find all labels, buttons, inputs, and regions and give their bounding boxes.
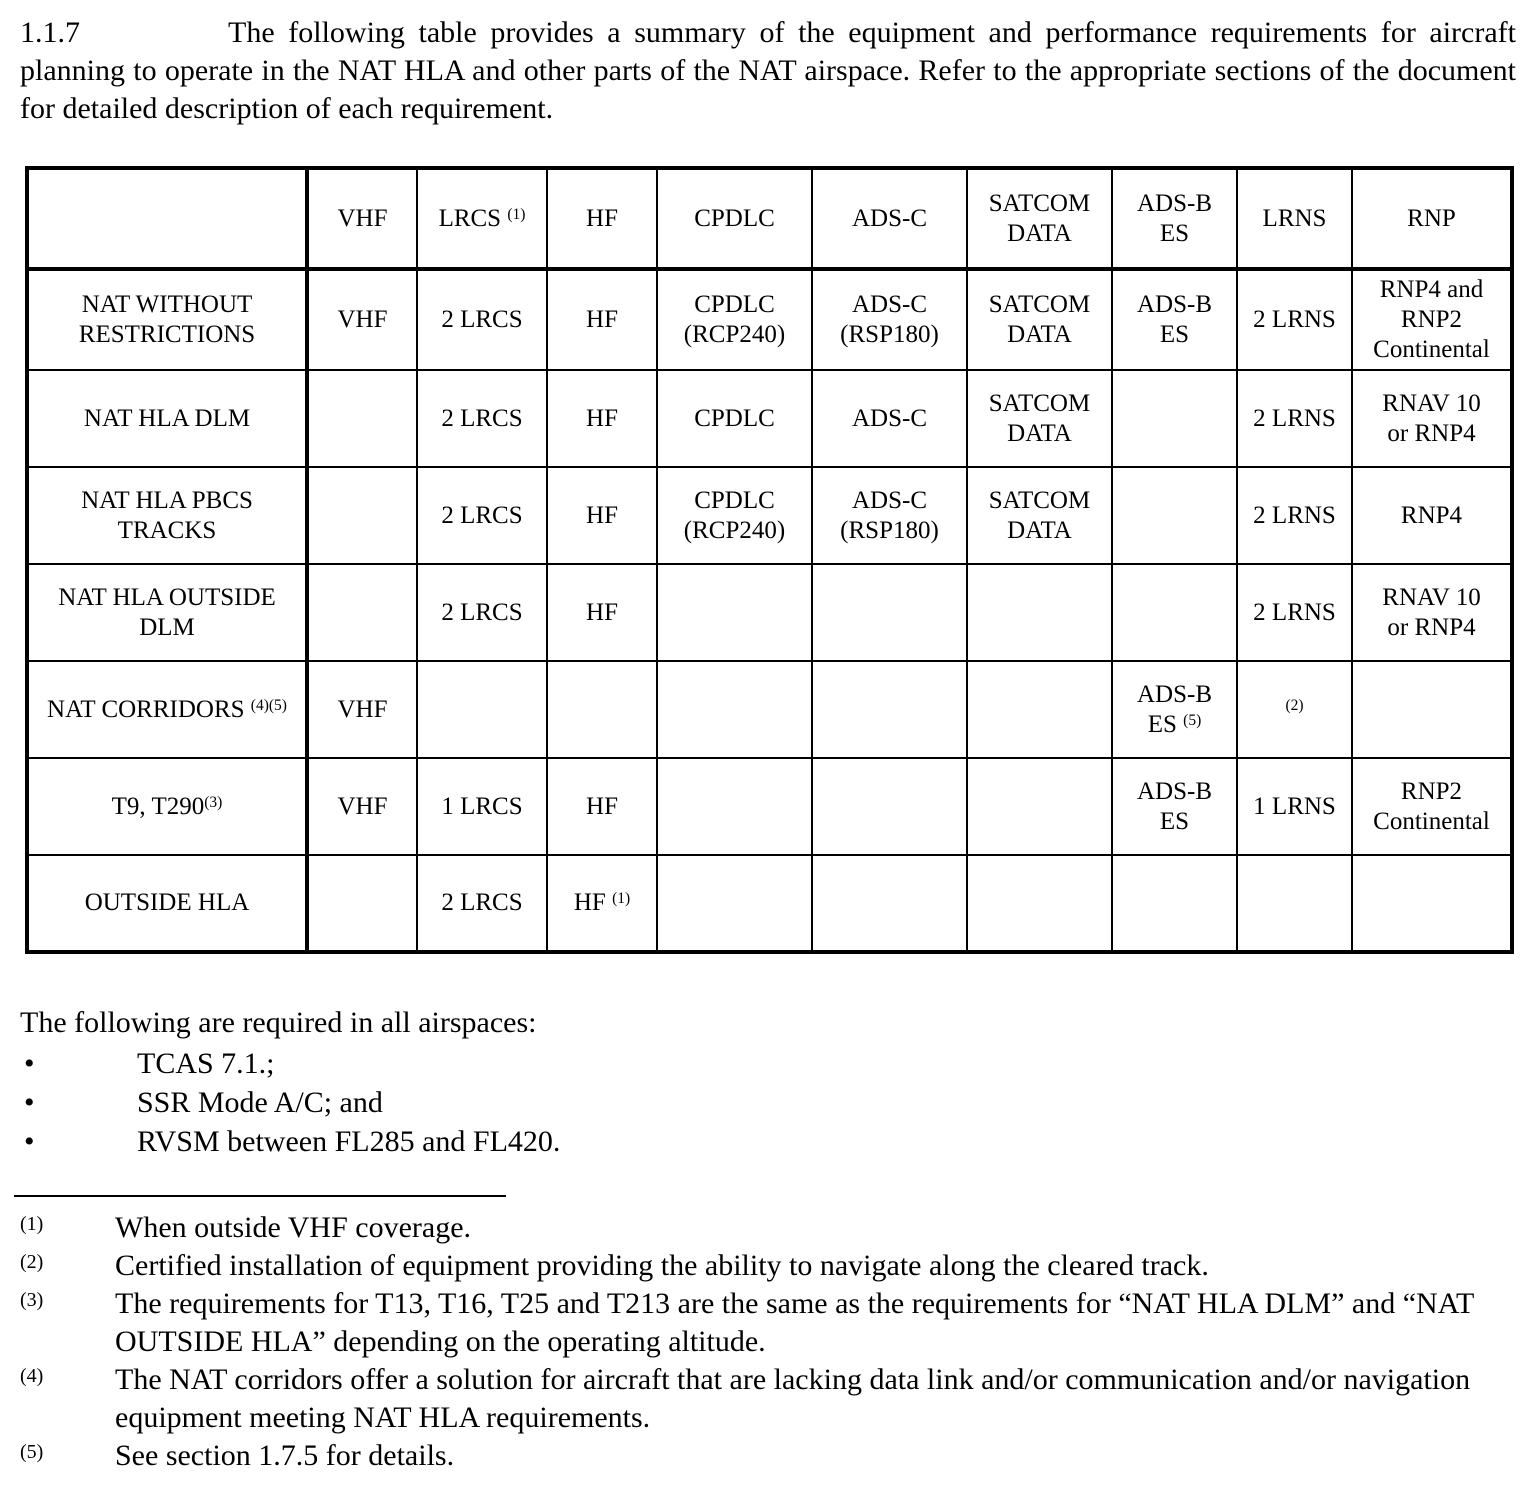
table-header-cell: HF [547, 168, 657, 269]
required-title: The following are required in all airspaces: [20, 1006, 537, 1039]
bullet-list [20, 1044, 1516, 1161]
table-cell [967, 855, 1112, 952]
footnote-text: The NAT corridors offer a solution for aircraft that are lacking data link and/or communication and/or navigation equipment meeting NAT HLA requirements. [115, 1363, 1471, 1434]
list-item [20, 1122, 1516, 1161]
table-cell: (2) [1237, 661, 1352, 758]
table-cell: 2 LRCS [417, 467, 547, 564]
table-cell: 2 LRNS [1237, 467, 1352, 564]
table-cell: CPDLC [657, 370, 812, 467]
table-cell: CPDLC (RCP240) [657, 467, 812, 564]
table-cell [657, 564, 812, 661]
list-item [20, 1044, 1516, 1083]
footnote-text: The requirements for T13, T16, T25 and T213 are the same as the requirements for “NAT HLA DLM” and “NAT OUTSIDE HLA” depending on the operating altitude. [115, 1287, 1474, 1358]
footnote [20, 1247, 1516, 1285]
list-item-text: SSR Mode A/C; and [137, 1086, 383, 1119]
table-row [27, 269, 1512, 370]
footnote-text: When outside VHF coverage. [115, 1211, 472, 1244]
table-header-cell: SATCOM DATA [967, 168, 1112, 269]
table-header-cell: ADS-C [812, 168, 967, 269]
table-row-label: NAT HLA PBCS TRACKS [27, 467, 307, 564]
table-cell: HF [547, 467, 657, 564]
footnote-marker: (1) [20, 1213, 44, 1235]
table-cell: SATCOM DATA [967, 269, 1112, 370]
intro-paragraph [20, 14, 1516, 128]
table-cell [967, 758, 1112, 855]
table-cell: 2 LRNS [1237, 269, 1352, 370]
table-cell: ADS-C [812, 370, 967, 467]
table-cell: HF $^{(1)}$ [547, 855, 657, 952]
requirements-table [25, 166, 1514, 954]
table-cell: ADS-B ES [1112, 269, 1237, 370]
table-header-cell: ADS-B ES [1112, 168, 1237, 269]
table-cell: VHF [307, 661, 417, 758]
table-header-cell: LRCS $^{(1)}$ [417, 168, 547, 269]
table-row [27, 758, 1512, 855]
table-cell [307, 855, 417, 952]
table-cell [417, 661, 547, 758]
table-row-label: OUTSIDE HLA [27, 855, 307, 952]
table-cell [307, 467, 417, 564]
table-cell [812, 564, 967, 661]
table-cell: HF [547, 269, 657, 370]
footnote-text: See section 1.7.5 for details. [115, 1439, 455, 1472]
table-row [27, 855, 1512, 952]
table-cell: VHF [307, 269, 417, 370]
requirements-table-body [27, 168, 1512, 952]
table-cell: HF [547, 564, 657, 661]
footnote-marker: (5) [20, 1441, 44, 1463]
table-row-label: NAT WITHOUT RESTRICTIONS [27, 269, 307, 370]
footnote-marker: (3) [20, 1289, 44, 1311]
paragraph-number: 1.1.7 [20, 16, 80, 49]
table-cell: 2 LRCS [417, 370, 547, 467]
table-cell: RNP4 [1352, 467, 1512, 564]
bullet-icon: • [24, 1047, 35, 1080]
footnote [20, 1209, 1516, 1247]
table-cell [657, 758, 812, 855]
table-cell: HF [547, 370, 657, 467]
footnote-marker: (2) [20, 1251, 44, 1273]
footnote-text: Certified installation of equipment providing the ability to navigate along the cleared track. [115, 1249, 1209, 1282]
footnotes-section [20, 1209, 1516, 1475]
table-cell: 2 LRCS [417, 855, 547, 952]
footnote-marker: (4) [20, 1365, 44, 1387]
table-cell [547, 661, 657, 758]
table-cell: ADS-B ES [1112, 758, 1237, 855]
footnote-separator [14, 1195, 506, 1197]
table-cell: ADS-B ES $^{(5)}$ [1112, 661, 1237, 758]
table-cell [657, 855, 812, 952]
table-cell [967, 564, 1112, 661]
table-cell [812, 661, 967, 758]
table-row-label: T9, T290$^{(3)}$ [27, 758, 307, 855]
table-header-cell: LRNS [1237, 168, 1352, 269]
table-cell [307, 564, 417, 661]
footnote [20, 1285, 1516, 1361]
table-row [27, 370, 1512, 467]
table-cell: VHF [307, 758, 417, 855]
list-item [20, 1083, 1516, 1122]
table-cell [1112, 370, 1237, 467]
table-cell: 2 LRCS [417, 564, 547, 661]
table-cell: 1 LRCS [417, 758, 547, 855]
table-cell [812, 758, 967, 855]
table-header-row [27, 168, 1512, 269]
table-cell [1112, 855, 1237, 952]
table-cell [307, 370, 417, 467]
table-header-cell: RNP [1352, 168, 1512, 269]
table-cell: 2 LRCS [417, 269, 547, 370]
table-row [27, 661, 1512, 758]
table-cell [812, 855, 967, 952]
table-cell: HF [547, 758, 657, 855]
table-cell [967, 661, 1112, 758]
table-cell: RNAV 10 or RNP4 [1352, 564, 1512, 661]
intro-text: The following table provides a summary of the equipment and performance requirements for aircraft planning to operate in the NAT HLA and other parts of the NAT airspace. Refer to the appropriate sections of the document for detailed description of each requirement. [20, 16, 1516, 125]
table-cell: SATCOM DATA [967, 370, 1112, 467]
table-cell: ADS-C (RSP180) [812, 269, 967, 370]
table-cell: 1 LRNS [1237, 758, 1352, 855]
bullet-icon: • [24, 1125, 35, 1158]
bullet-icon: • [24, 1086, 35, 1119]
table-row-label: NAT HLA OUTSIDE DLM [27, 564, 307, 661]
list-item-text: TCAS 7.1.; [137, 1047, 275, 1080]
table-cell [1237, 855, 1352, 952]
table-header-cell: VHF [307, 168, 417, 269]
table-cell [1112, 467, 1237, 564]
table-header-cell: CPDLC [657, 168, 812, 269]
list-item-text: RVSM between FL285 and FL420. [137, 1125, 561, 1158]
table-cell: 2 LRNS [1237, 370, 1352, 467]
table-row-label: NAT CORRIDORS $^{(4)(5)}$ [27, 661, 307, 758]
table-cell: 2 LRNS [1237, 564, 1352, 661]
table-cell: CPDLC (RCP240) [657, 269, 812, 370]
table-cell [1112, 564, 1237, 661]
table-cell [657, 661, 812, 758]
table-row [27, 467, 1512, 564]
table-cell: ADS-C (RSP180) [812, 467, 967, 564]
table-cell: RNAV 10 or RNP4 [1352, 370, 1512, 467]
table-cell: RNP2 Continental [1352, 758, 1512, 855]
table-cell: RNP4 and RNP2 Continental [1352, 269, 1512, 370]
table-row [27, 564, 1512, 661]
table-cell [1352, 855, 1512, 952]
table-cell: SATCOM DATA [967, 467, 1112, 564]
table-corner-cell [27, 168, 307, 269]
footnote [20, 1437, 1516, 1475]
footnote [20, 1361, 1516, 1437]
table-row-label: NAT HLA DLM [27, 370, 307, 467]
table-cell [1352, 661, 1512, 758]
